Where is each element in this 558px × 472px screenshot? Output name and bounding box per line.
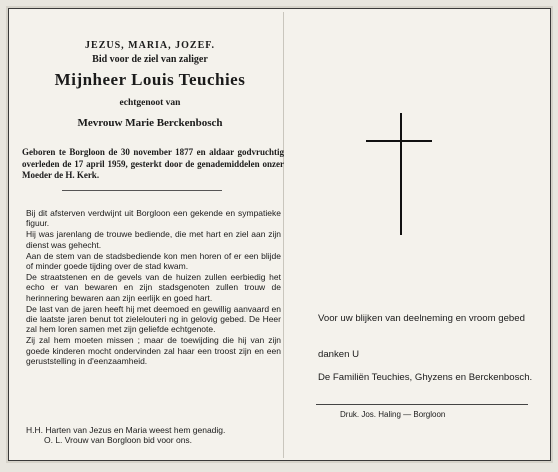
eulogy: [26, 208, 281, 367]
eulogy-paragraph: Bij dit afsterven verdwijnt uit Borgloon een gekende en sympatieke figuur.: [26, 208, 281, 229]
spouse-name: Mevrouw Marie Berckenbosch: [77, 117, 223, 129]
invocation: JEZUS, MARIA, JOZEF.: [85, 40, 215, 51]
cross-icon: [400, 113, 402, 235]
eulogy-paragraph: Zij zal hem moeten missen ; maar de toewijding die hij van zijn goede kinderen mocht ondervinden zal haar een troost zijn en een geruststelling in d'eenzaamheid.: [26, 335, 281, 366]
eulogy-paragraph: De last van de jaren heeft hij met deemoed en gewillig aanvaard en die laatste jaren benut tot zielelouteri ng in gelovig gebed. De Heer zal hem loren samen met zijn geliefde echtgenote.: [26, 303, 281, 335]
card-fold: [283, 12, 284, 458]
birth-death-text: Geboren te Borgloon de 30 november 1877 en aldaar godvruchtig overleden de 17 april 1959, gesterkt door de genademiddelen onzer Moeder de H. Kerk.: [22, 147, 284, 180]
eulogy-paragraph: Hij was jarenlang de trouwe bediende, die met hart en ziel aan zijn dienst was gehecht.: [26, 229, 281, 250]
printer-credit: Druk. Jos. Haling — Borgloon: [340, 410, 446, 419]
closing-prayer: [26, 425, 281, 445]
prayer-request: Bid voor de ziel van zaliger: [92, 54, 208, 65]
thanks-phrase: danken U: [318, 349, 360, 360]
deceased-name: Mijnheer Louis Teuchies: [54, 70, 246, 89]
spouse-label: echtgenoot van: [119, 98, 181, 108]
thanks-text: Voor uw blijken van deelneming en vroom gebed: [318, 313, 525, 324]
eulogy-paragraph: De straatstenen en de gevels van de huizen zullen eerbiedig het echo er van bewaren en zijn stadsgenoten zullen trouw de herinnering bewaren aan zijn eerlijk en goed hart.: [26, 272, 281, 303]
eulogy-paragraph: Aan de stem van de stadsbediende kon men horen of er een blijde of minder goede tijding over de stad kwam.: [26, 250, 281, 272]
divider: [316, 404, 528, 405]
families: De Familiën Teuchies, Ghyzens en Berckenbosch.: [318, 372, 533, 383]
closing-line: O. L. Vrouw van Borgloon bid voor ons.: [44, 435, 193, 446]
divider: [62, 190, 222, 191]
cross-icon: [366, 140, 432, 142]
closing-line: H.H. Harten van Jezus en Maria weest hem genadig.: [26, 425, 226, 435]
